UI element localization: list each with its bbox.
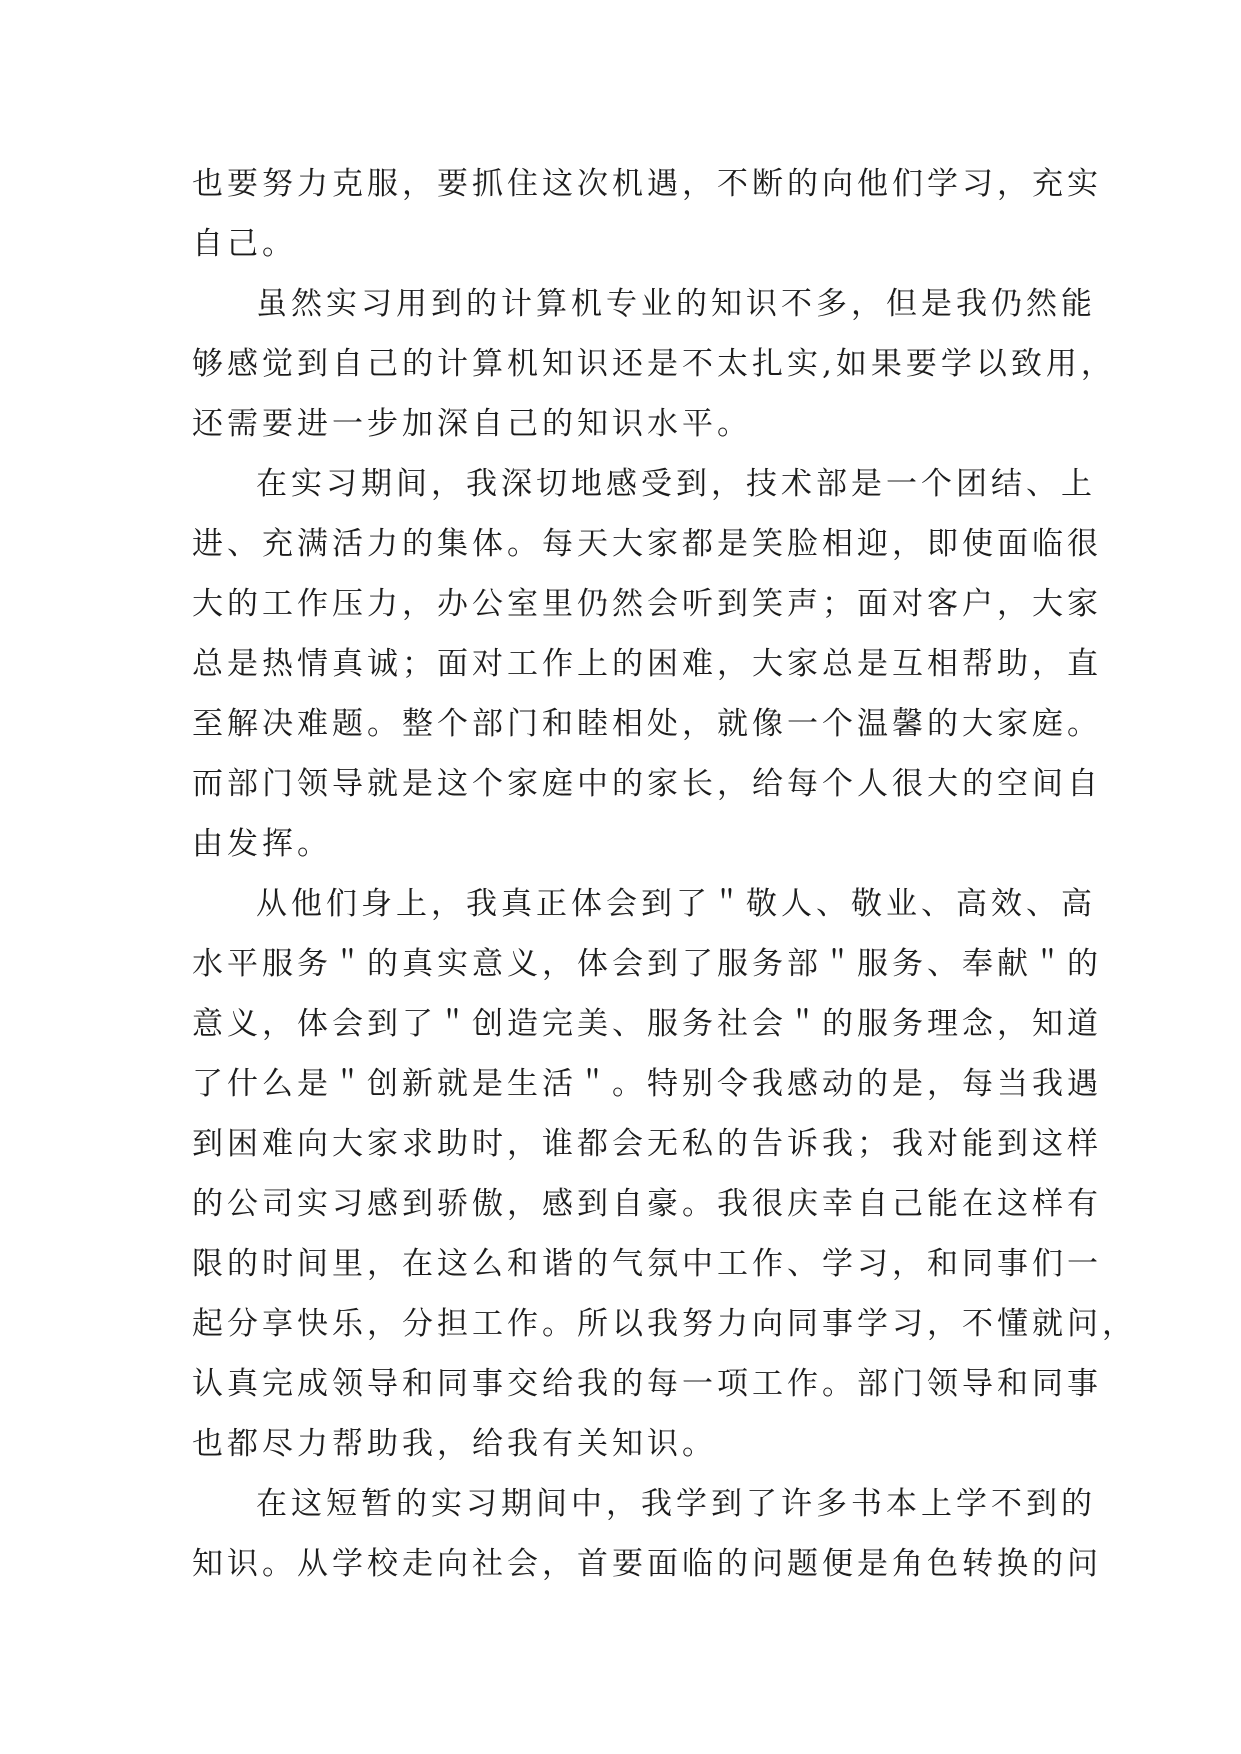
text-line: 意义，体会到了＂创造完美、服务社会＂的服务理念，知道 (192, 1006, 1102, 1042)
text-line: 认真完成领导和同事交给我的每一项工作。部门领导和同事 (192, 1366, 1102, 1402)
text-line: 在这短暂的实习期间中，我学到了许多书本上学不到的 (256, 1486, 1096, 1522)
text-line: 自己。 (192, 226, 297, 262)
text-line: 水平服务＂的真实意义，体会到了服务部＂服务、奉献＂的 (192, 946, 1102, 982)
paragraph-2 (192, 274, 1116, 454)
text-line: 的公司实习感到骄傲，感到自豪。我很庆幸自己能在这样有 (192, 1186, 1102, 1222)
text-line: 至解决难题。整个部门和睦相处，就像一个温馨的大家庭。 (192, 706, 1102, 742)
text-line: 大的工作压力，办公室里仍然会听到笑声；面对客户，大家 (192, 586, 1102, 622)
text-line: 到困难向大家求助时，谁都会无私的告诉我；我对能到这样 (192, 1126, 1102, 1162)
text-line: 虽然实习用到的计算机专业的知识不多，但是我仍然能 (256, 286, 1096, 322)
text-line: 从他们身上，我真正体会到了＂敬人、敬业、高效、高 (256, 886, 1096, 922)
paragraph-4 (192, 874, 1137, 1474)
paragraph-1 (192, 154, 1102, 274)
paragraph-3 (192, 454, 1102, 874)
text-line: 而部门领导就是这个家庭中的家长，给每个人很大的空间自 (192, 766, 1102, 802)
text-line: 进、充满活力的集体。每天大家都是笑脸相迎，即使面临很 (192, 526, 1102, 562)
text-line: 起分享快乐，分担工作。所以我努力向同事学习，不懂就问， (192, 1306, 1137, 1342)
text-line: 在实习期间，我深切地感受到，技术部是一个团结、上 (256, 466, 1096, 502)
text-line: 了什么是＂创新就是生活＂。特别令我感动的是，每当我遇 (192, 1066, 1102, 1102)
document-body (192, 154, 1137, 1594)
text-line: 也都尽力帮助我，给我有关知识。 (192, 1426, 717, 1462)
text-line: 由发挥。 (192, 826, 332, 862)
paragraph-5 (192, 1474, 1102, 1594)
text-line: 知识。从学校走向社会，首要面临的问题便是角色转换的问 (192, 1546, 1102, 1582)
text-line: 也要努力克服，要抓住这次机遇，不断的向他们学习，充实 (192, 166, 1102, 202)
text-line: 总是热情真诚；面对工作上的困难，大家总是互相帮助，直 (192, 646, 1102, 682)
text-line: 限的时间里，在这么和谐的气氛中工作、学习，和同事们一 (192, 1246, 1102, 1282)
text-line: 够感觉到自己的计算机知识还是不太扎实,如果要学以致用， (192, 346, 1116, 382)
text-line: 还需要进一步加深自己的知识水平。 (192, 406, 752, 442)
